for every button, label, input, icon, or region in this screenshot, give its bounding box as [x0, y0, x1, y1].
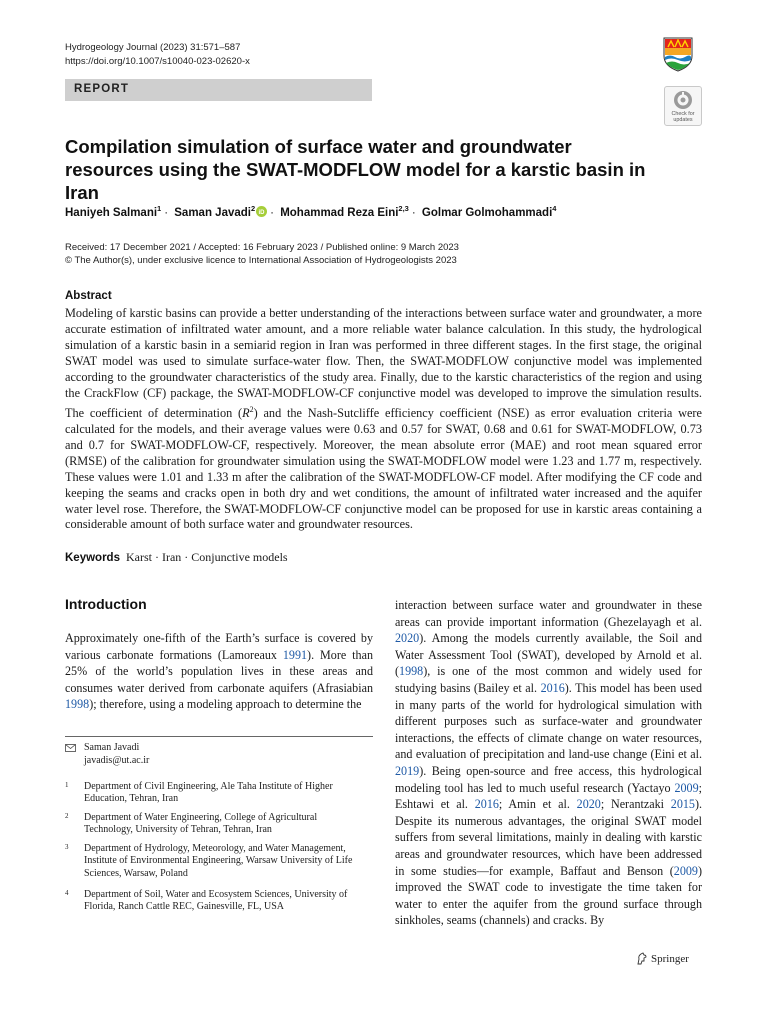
- affiliation-item: [65, 781, 365, 806]
- check-for-updates-label: Check for updates: [671, 111, 695, 123]
- corresponding-author-email[interactable]: javadis@ut.ac.ir: [84, 755, 150, 766]
- author-name[interactable]: Golmar Golmohammadi: [421, 206, 553, 219]
- author-affiliation-marker: 2: [250, 204, 256, 213]
- body-text: ). Among the models currently available, the Soil and Water Assessment Tool (SWAT), developed by Arnold et al. (: [395, 631, 702, 679]
- affiliation-number: 4: [65, 889, 69, 897]
- abstract-text-part: ) and the Nash-Sutcliffe efficiency coefficient (NSE) as error evaluation criteria were calculated for the models, and their average values were 0.63 and 0.57 for SWAT, 0.68 and 0.61 for SWAT-MODFLOW, 0.73 and 0.7 for SWAT-MODFLOW-CF, respectively. Moreover, the mean absolute error (MAE) and root mean squared error (RMSE) of the calibration for groundwater simulation using the SWAT-MODFLOW model were 1.23 and 1.77 m, respectively. These values were 1.01 and 1.33 m after the calibration of the SWAT-MODFLOW-CF model. After modifying the CF code and keeping the seams and cracks open in both dry and wet conditions, the amount of infiltrated water increased and the aquifer water level rose. Therefore, the SWAT-MODFLOW-CF conjunctive model can be proposed for use in karstic areas containing a considerable amount of both surface water and groundwater resources.: [65, 405, 702, 532]
- author-affiliation-marker: 2,3: [398, 204, 409, 213]
- introduction-heading: Introduction: [65, 596, 147, 612]
- check-for-updates-icon: [673, 90, 693, 110]
- doi-link[interactable]: https://doi.org/10.1007/s10040-023-02620-x: [65, 56, 250, 67]
- citation-link[interactable]: 2016: [474, 797, 499, 812]
- article-title: Compilation simulation of surface water and groundwater resources using the SWAT-MODFLOW model for a karstic basin in Iran: [65, 136, 646, 203]
- copyright-notice: © The Author(s), under exclusive licence to International Association of Hydrogeologists 2023: [65, 255, 457, 266]
- citation-link[interactable]: 1998: [65, 697, 90, 712]
- body-text: ). Despite its numerous advantages, the original SWAT model suffers from several limitations, mainly in dealing with karstic areas and groundwater resources, which have been addressed in some studies—for example, Baffaut and Benson (: [395, 797, 703, 878]
- publication-dates: Received: 17 December 2021 / Accepted: 16 February 2023 / Published online: 9 March 2023: [65, 242, 459, 253]
- body-text: ). More than 25% of the world’s population lives in these areas and consumes water derived from carbonate aquifers (Afrasiabian: [65, 647, 373, 695]
- citation-link[interactable]: 2009: [673, 863, 698, 878]
- springer-horse-icon: [636, 952, 648, 965]
- affiliation-text: Department of Civil Engineering, Ale Taha Institute of Higher Education, Tehran, Iran: [84, 781, 333, 805]
- introduction-left-column: [65, 630, 373, 713]
- keywords-line: [65, 550, 288, 565]
- body-text: ); therefore, using a modeling approach to determine the: [89, 697, 362, 712]
- corresponding-author-name: Saman Javadi: [84, 742, 140, 753]
- footnote-divider: [65, 736, 373, 737]
- body-text: ) improved the SWAT code to investigate the time taken for water to enter the aquifer from the ground surface through sinkholes, seams (channels) and cracks. By: [395, 863, 702, 928]
- citation-link[interactable]: 2020: [576, 797, 601, 812]
- body-text: ; Amin et al.: [498, 797, 577, 812]
- report-banner: [65, 79, 372, 101]
- affiliation-text: Department of Hydrology, Meteorology, and Water Management, Institute of Environmental Engineering, Warsaw University of Life Sciences, Warsaw, Poland: [84, 843, 353, 879]
- body-text: ). Being open-source and free access, this hydrological modeling tool has led to much useful research (Yactayo: [395, 763, 702, 795]
- citation-link[interactable]: 1991: [282, 647, 308, 662]
- citation-link[interactable]: 2015: [670, 797, 695, 812]
- r-squared-exponent: 2: [249, 404, 254, 414]
- publisher-mark: [636, 952, 689, 965]
- abstract-heading: Abstract: [65, 290, 112, 302]
- svg-text:iD: iD: [258, 209, 265, 216]
- affiliation-text: Department of Soil, Water and Ecosystem Sciences, University of Florida, Ranch Cattle REC, Gainesville, FL, USA: [84, 889, 348, 913]
- publisher-name: Springer: [651, 953, 689, 965]
- orcid-icon[interactable]: [256, 206, 267, 217]
- body-text: interaction between surface water and groundwater in these areas can provide important information (Ghezelayagh et al.: [395, 598, 702, 629]
- author-affiliation-marker: 4: [552, 204, 557, 213]
- author-name[interactable]: Haniyeh Salmani: [65, 206, 158, 219]
- affiliation-text: Department of Water Engineering, College of Agricultural Technology, University of Tehran, Tehran, Iran: [84, 812, 318, 836]
- abstract-body: [65, 306, 702, 533]
- author-name[interactable]: Saman Javadi: [174, 206, 251, 219]
- keywords-text: Karst · Iran · Conjunctive models: [125, 550, 288, 564]
- affiliation-number: 2: [65, 812, 69, 820]
- citation-link[interactable]: 1998: [399, 664, 424, 679]
- body-text: ; Eshtawi et al.: [395, 780, 702, 812]
- mail-icon: [65, 744, 76, 752]
- affiliation-number: 1: [65, 781, 69, 789]
- keywords-label: Keywords: [65, 552, 120, 564]
- affiliation-item: [65, 812, 365, 837]
- citation-link[interactable]: 2020: [395, 631, 420, 646]
- affiliation-number: 3: [65, 843, 69, 851]
- citation-link[interactable]: 2019: [395, 763, 420, 778]
- body-text: ), is one of the most common and widely used for studying basins (Bailey et al.: [395, 664, 702, 695]
- body-text: Approximately one-fifth of the Earth’s surface is covered by various carbonate formations (Lamoreaux: [65, 631, 373, 662]
- check-for-updates-button[interactable]: [664, 86, 702, 126]
- journal-logo-icon: [662, 36, 694, 72]
- journal-reference: Hydrogeology Journal (2023) 31:571–587: [65, 42, 241, 53]
- citation-link[interactable]: 2016: [540, 680, 565, 695]
- report-label: REPORT: [74, 83, 130, 95]
- author-name[interactable]: Mohammad Reza Eini: [280, 206, 399, 219]
- corresponding-author: [65, 741, 150, 767]
- abstract-text-part: Modeling of karstic basins can provide a better understanding of the interactions between surface water and groundwater, a more accurate estimation of infiltrated water amount, and a more reliable water balance calculation. In this study, the hydrological simulation of a karstic basin in a semiarid region in Iran was performed in three different stages. In the first stage, the original SWAT model was used to simulate surface-water flow. Then, the SWAT-MODFLOW conjunctive model was implemented according to the groundwater characteristics of the study area. Finally, due to the karstic characteristics of the region and using the CrackFlow (CF) package, the SWAT-MODFLOW-CF conjunctive model was developed to improve the simulation results. The coefficient of determination (: [65, 306, 702, 420]
- affiliation-item: [65, 889, 365, 914]
- citation-link[interactable]: 2009: [674, 780, 699, 795]
- introduction-right-column: [395, 597, 702, 929]
- author-affiliation-marker: 1: [157, 204, 162, 213]
- body-text: ). This model has been used in many parts of the world for hydrological simulation with different purposes such as surface-water and groundwater interactions, the effects of climate change on water resources, and evaluation of precipitation and land-use change (Eini et al.: [395, 680, 703, 762]
- r-squared-symbol: R: [242, 405, 250, 420]
- body-text: ; Nerantzaki: [600, 797, 671, 812]
- author-list: Haniyeh Salmani$^1$ · Saman Javadi$^2$ iD · Mohammad Reza Eini$^{2,3}$ · Golmar Golmohammadi$^4$: [65, 204, 557, 219]
- affiliation-item: [65, 843, 365, 880]
